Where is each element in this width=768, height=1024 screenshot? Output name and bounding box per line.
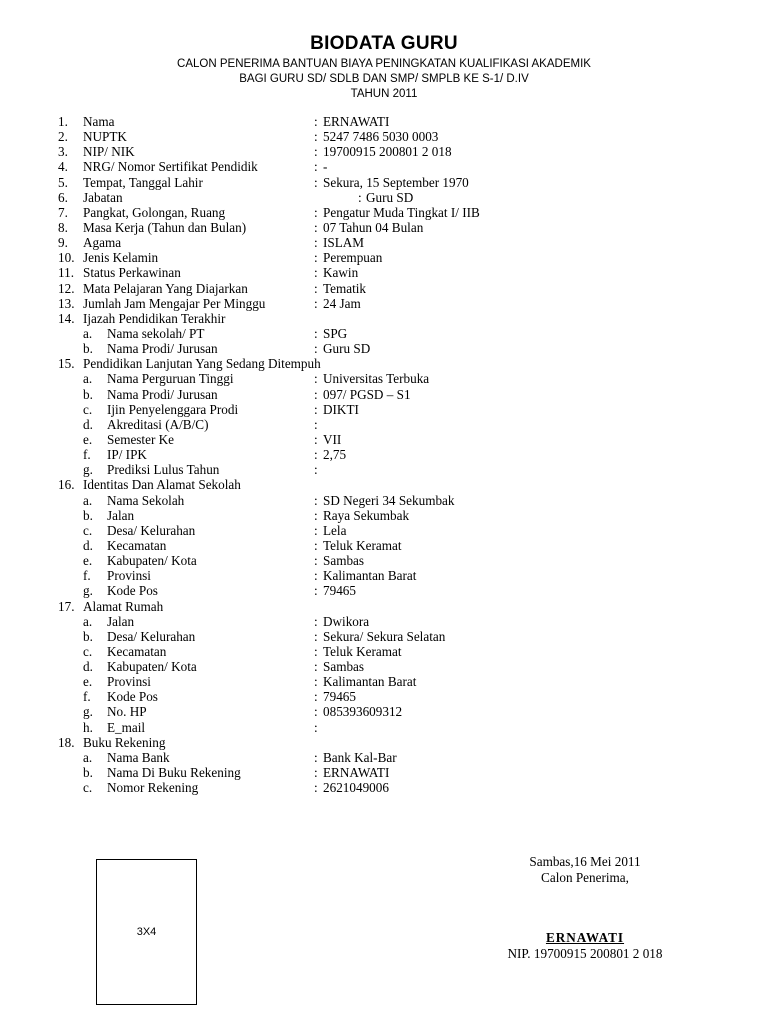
form-row (58, 190, 718, 205)
row-number: 13. (58, 295, 75, 311)
row-letter: e. (83, 553, 93, 569)
field-colon: : (314, 250, 318, 266)
field-colon: : (314, 204, 318, 220)
field-value: 5247 7486 5030 0003 (323, 129, 439, 145)
form-row (58, 720, 718, 735)
form-row (58, 704, 718, 719)
photo-size-label: 3X4 (136, 926, 157, 938)
field-value: Tematik (323, 280, 367, 296)
row-letter: a. (83, 749, 93, 765)
field-colon: : (314, 628, 318, 644)
field-value: 2,75 (323, 447, 347, 463)
field-label: Ijazah Pendidikan Terakhir (83, 310, 226, 326)
form-row (58, 205, 718, 220)
row-letter: g. (83, 462, 93, 478)
field-colon: : (314, 371, 318, 387)
form-row (58, 387, 718, 402)
form-row (58, 493, 718, 508)
field-label: Semester Ke (107, 431, 175, 447)
form-row (58, 129, 718, 144)
row-letter: c. (83, 643, 93, 659)
field-value: Guru SD (323, 341, 371, 357)
field-value: 24 Jam (323, 295, 361, 311)
field-label: Kecamatan (107, 537, 167, 553)
form-section-row (58, 356, 718, 371)
field-colon: : (314, 174, 318, 190)
field-colon: : (314, 386, 318, 402)
field-colon: : (314, 341, 318, 357)
field-value: 19700915 200801 2 018 (323, 144, 452, 160)
field-value: - (323, 159, 328, 175)
field-label: Nomor Rekening (107, 780, 199, 796)
subtitle-line-2: BAGI GURU SD/ SDLB DAN SMP/ SMPLB KE S-1/ D.IV (239, 73, 529, 85)
field-value: VII (323, 431, 342, 447)
form-section-row (58, 735, 718, 750)
field-value: Perempuan (323, 250, 383, 266)
field-label: Nama (83, 114, 115, 129)
row-number: 14. (58, 310, 75, 326)
field-label: Ijin Penyelenggara Prodi (107, 401, 239, 417)
row-letter: c. (83, 780, 93, 796)
form-row (58, 250, 718, 265)
form-row (58, 265, 718, 280)
field-value: Raya Sekumbak (323, 507, 410, 523)
signature-nip: NIP. 19700915 200801 2 018 (507, 946, 663, 961)
field-label: Provinsi (107, 674, 151, 690)
field-value: Bank Kal-Bar (323, 749, 397, 765)
form-row (58, 220, 718, 235)
form-row (58, 432, 718, 447)
field-colon: : (314, 749, 318, 765)
field-label: NUPTK (83, 129, 127, 145)
document-title: BIODATA GURU (310, 33, 458, 54)
field-colon: : (314, 765, 318, 781)
field-value: ISLAM (323, 235, 365, 251)
field-value: Sambas (323, 553, 365, 569)
form-row (58, 235, 718, 250)
form-row (58, 750, 718, 765)
field-value: Teluk Keramat (323, 643, 402, 659)
field-colon: : (314, 537, 318, 553)
field-value: ERNAWATI (323, 765, 390, 781)
field-label: Kecamatan (107, 643, 167, 659)
field-colon: : (314, 462, 318, 478)
field-label: Mata Pelajaran Yang Diajarkan (83, 280, 248, 296)
field-colon: : (314, 159, 318, 175)
field-label: Nama Di Buku Rekening (107, 765, 241, 781)
field-colon: : (314, 144, 318, 160)
field-colon: : (314, 719, 318, 735)
form-row (58, 175, 718, 190)
field-label: E_mail (107, 719, 146, 735)
row-number: 10. (58, 250, 75, 266)
field-value: ERNAWATI (323, 114, 390, 129)
field-colon: : (314, 280, 318, 296)
field-colon: : (314, 114, 318, 129)
form-row (58, 447, 718, 462)
field-colon: : (314, 674, 318, 690)
field-label: Pendidikan Lanjutan Yang Sedang Ditempuh (83, 356, 321, 372)
field-colon: : (314, 507, 318, 523)
field-colon: : (314, 583, 318, 599)
row-number: 17. (58, 598, 75, 614)
field-label: Buku Rekening (83, 734, 166, 750)
field-colon: : (314, 492, 318, 508)
field-label: NRG/ Nomor Sertifikat Pendidik (83, 159, 258, 175)
field-label: Kabupaten/ Kota (107, 553, 197, 569)
field-label: Masa Kerja (Tahun dan Bulan) (83, 219, 247, 235)
signature-place-date: Sambas,16 Mei 2011 (529, 854, 641, 869)
row-letter: b. (83, 628, 93, 644)
row-letter: b. (83, 507, 93, 523)
field-colon: : (314, 659, 318, 675)
row-number: 11. (58, 265, 74, 281)
row-number: 7. (58, 204, 68, 220)
field-label: Jalan (107, 613, 135, 629)
field-colon: : (314, 235, 318, 251)
row-number: 12. (58, 280, 75, 296)
field-value: 097/ PGSD – S1 (323, 386, 411, 402)
photo-placeholder (96, 859, 197, 1005)
subtitle-line-1: CALON PENERIMA BANTUAN BIAYA PENINGKATAN KUALIFIKASI AKADEMIK (177, 58, 591, 70)
row-number: 2. (58, 129, 68, 145)
document-header (0, 31, 768, 102)
field-value: Universitas Terbuka (323, 371, 430, 387)
field-label: Agama (83, 235, 122, 251)
row-letter: d. (83, 537, 93, 553)
signature-role: Calon Penerima, (541, 870, 629, 885)
field-value: 2621049006 (323, 780, 389, 796)
field-label: Prediksi Lulus Tahun (107, 462, 220, 478)
row-letter: a. (83, 613, 93, 629)
row-letter: a. (83, 325, 93, 341)
field-value: Pengatur Muda Tingkat I/ IIB (323, 204, 480, 220)
field-colon: : (314, 129, 318, 145)
field-value: Kalimantan Barat (323, 568, 417, 584)
form-row (58, 402, 718, 417)
row-letter: e. (83, 674, 93, 690)
field-value: Kawin (323, 265, 359, 281)
field-label: Pangkat, Golongan, Ruang (83, 204, 226, 220)
field-colon: : (314, 553, 318, 569)
form-row (58, 614, 718, 629)
field-colon: : (314, 447, 318, 463)
field-colon: : (314, 431, 318, 447)
field-value: Teluk Keramat (323, 537, 402, 553)
form-row (58, 765, 718, 780)
field-label: Kabupaten/ Kota (107, 659, 197, 675)
form-row (58, 780, 718, 795)
form-row (58, 538, 718, 553)
field-label: Identitas Dan Alamat Sekolah (83, 477, 241, 493)
form-row (58, 341, 718, 356)
field-label: Kode Pos (107, 689, 158, 705)
form-row (58, 689, 718, 704)
field-value: Lela (323, 522, 347, 538)
field-colon: : (314, 219, 318, 235)
row-number: 5. (58, 174, 68, 190)
form-row (58, 568, 718, 583)
field-label: IP/ IPK (107, 447, 147, 463)
subtitle-line-3: TAHUN 2011 (350, 88, 418, 100)
row-number: 3. (58, 144, 68, 160)
row-number: 8. (58, 219, 68, 235)
row-number: 16. (58, 477, 75, 493)
field-label: Jalan (107, 507, 135, 523)
field-label: Jumlah Jam Mengajar Per Minggu (83, 295, 266, 311)
field-label: Provinsi (107, 568, 151, 584)
form-row (58, 508, 718, 523)
field-colon: : (314, 295, 318, 311)
form-row (58, 159, 718, 174)
row-number: 4. (58, 159, 68, 175)
field-value: SD Negeri 34 Sekumbak (323, 492, 455, 508)
form-row (58, 296, 718, 311)
field-value: Kalimantan Barat (323, 674, 417, 690)
form-row (58, 462, 718, 477)
signature-block (490, 854, 680, 962)
field-colon: : (314, 704, 318, 720)
form-row (58, 144, 718, 159)
field-label: No. HP (107, 704, 147, 720)
field-colon: : (314, 401, 318, 417)
row-number: 1. (58, 114, 68, 129)
row-letter: c. (83, 522, 93, 538)
field-colon: : (314, 780, 318, 796)
row-letter: b. (83, 341, 93, 357)
form-row (58, 553, 718, 568)
field-colon: : (314, 416, 318, 432)
field-value: 79465 (323, 689, 356, 705)
field-label: Nama Prodi/ Jurusan (107, 341, 218, 357)
form-row (58, 114, 718, 129)
signature-name: ERNAWATI (545, 930, 625, 945)
field-label: Nama Sekolah (107, 492, 185, 508)
row-number: 6. (58, 189, 68, 205)
field-label: NIP/ NIK (83, 144, 135, 160)
field-label: Kode Pos (107, 583, 158, 599)
form-row (58, 417, 718, 432)
field-colon: : (314, 265, 318, 281)
row-letter: e. (83, 431, 93, 447)
form-section-row (58, 477, 718, 492)
field-value: SPG (323, 325, 348, 341)
row-letter: b. (83, 765, 93, 781)
field-value: 79465 (323, 583, 356, 599)
row-number: 18. (58, 734, 75, 750)
field-colon: : (314, 613, 318, 629)
form-row (58, 659, 718, 674)
field-value: 07 Tahun 04 Bulan (323, 219, 424, 235)
field-label: Desa/ Kelurahan (107, 628, 196, 644)
field-value: DIKTI (323, 401, 359, 417)
form-row (58, 674, 718, 689)
field-label: Jabatan (83, 189, 123, 205)
row-letter: c. (83, 401, 93, 417)
row-number: 15. (58, 356, 75, 372)
field-value: Sambas (323, 659, 365, 675)
field-label: Status Perkawinan (83, 265, 181, 281)
row-letter: g. (83, 583, 93, 599)
form-row (58, 371, 718, 386)
field-label: Desa/ Kelurahan (107, 522, 196, 538)
field-label: Alamat Rumah (83, 598, 164, 614)
field-label: Nama Bank (107, 749, 170, 765)
row-letter: h. (83, 719, 93, 735)
biodata-form (58, 114, 718, 795)
form-row (58, 583, 718, 598)
field-colon: : (314, 568, 318, 584)
form-row (58, 644, 718, 659)
field-value: Dwikora (323, 613, 370, 629)
field-value: 085393609312 (323, 704, 403, 720)
form-row (58, 281, 718, 296)
field-colon: : (314, 643, 318, 659)
row-number: 9. (58, 235, 68, 251)
row-letter: d. (83, 416, 93, 432)
row-letter: a. (83, 371, 93, 387)
row-letter: g. (83, 704, 93, 720)
field-colon: : (314, 325, 318, 341)
form-section-row (58, 599, 718, 614)
row-letter: d. (83, 659, 93, 675)
row-letter: f. (83, 447, 91, 463)
field-label: Tempat, Tanggal Lahir (83, 174, 203, 190)
row-letter: a. (83, 492, 93, 508)
row-letter: b. (83, 386, 93, 402)
field-colon: : (314, 689, 318, 705)
field-label: Nama Prodi/ Jurusan (107, 386, 218, 402)
field-value: Guru SD (366, 189, 414, 205)
field-value: Sekura/ Sekura Selatan (323, 628, 446, 644)
form-row (58, 326, 718, 341)
row-letter: f. (83, 689, 91, 705)
form-row (58, 523, 718, 538)
field-label: Nama Perguruan Tinggi (107, 371, 234, 387)
row-letter: f. (83, 568, 91, 584)
field-value: Sekura, 15 September 1970 (323, 174, 469, 190)
field-label: Akreditasi (A/B/C) (107, 416, 209, 432)
field-label: Nama sekolah/ PT (107, 325, 205, 341)
field-colon: : (358, 189, 362, 205)
form-section-row (58, 311, 718, 326)
form-row (58, 629, 718, 644)
field-label: Jenis Kelamin (83, 250, 159, 266)
field-colon: : (314, 522, 318, 538)
